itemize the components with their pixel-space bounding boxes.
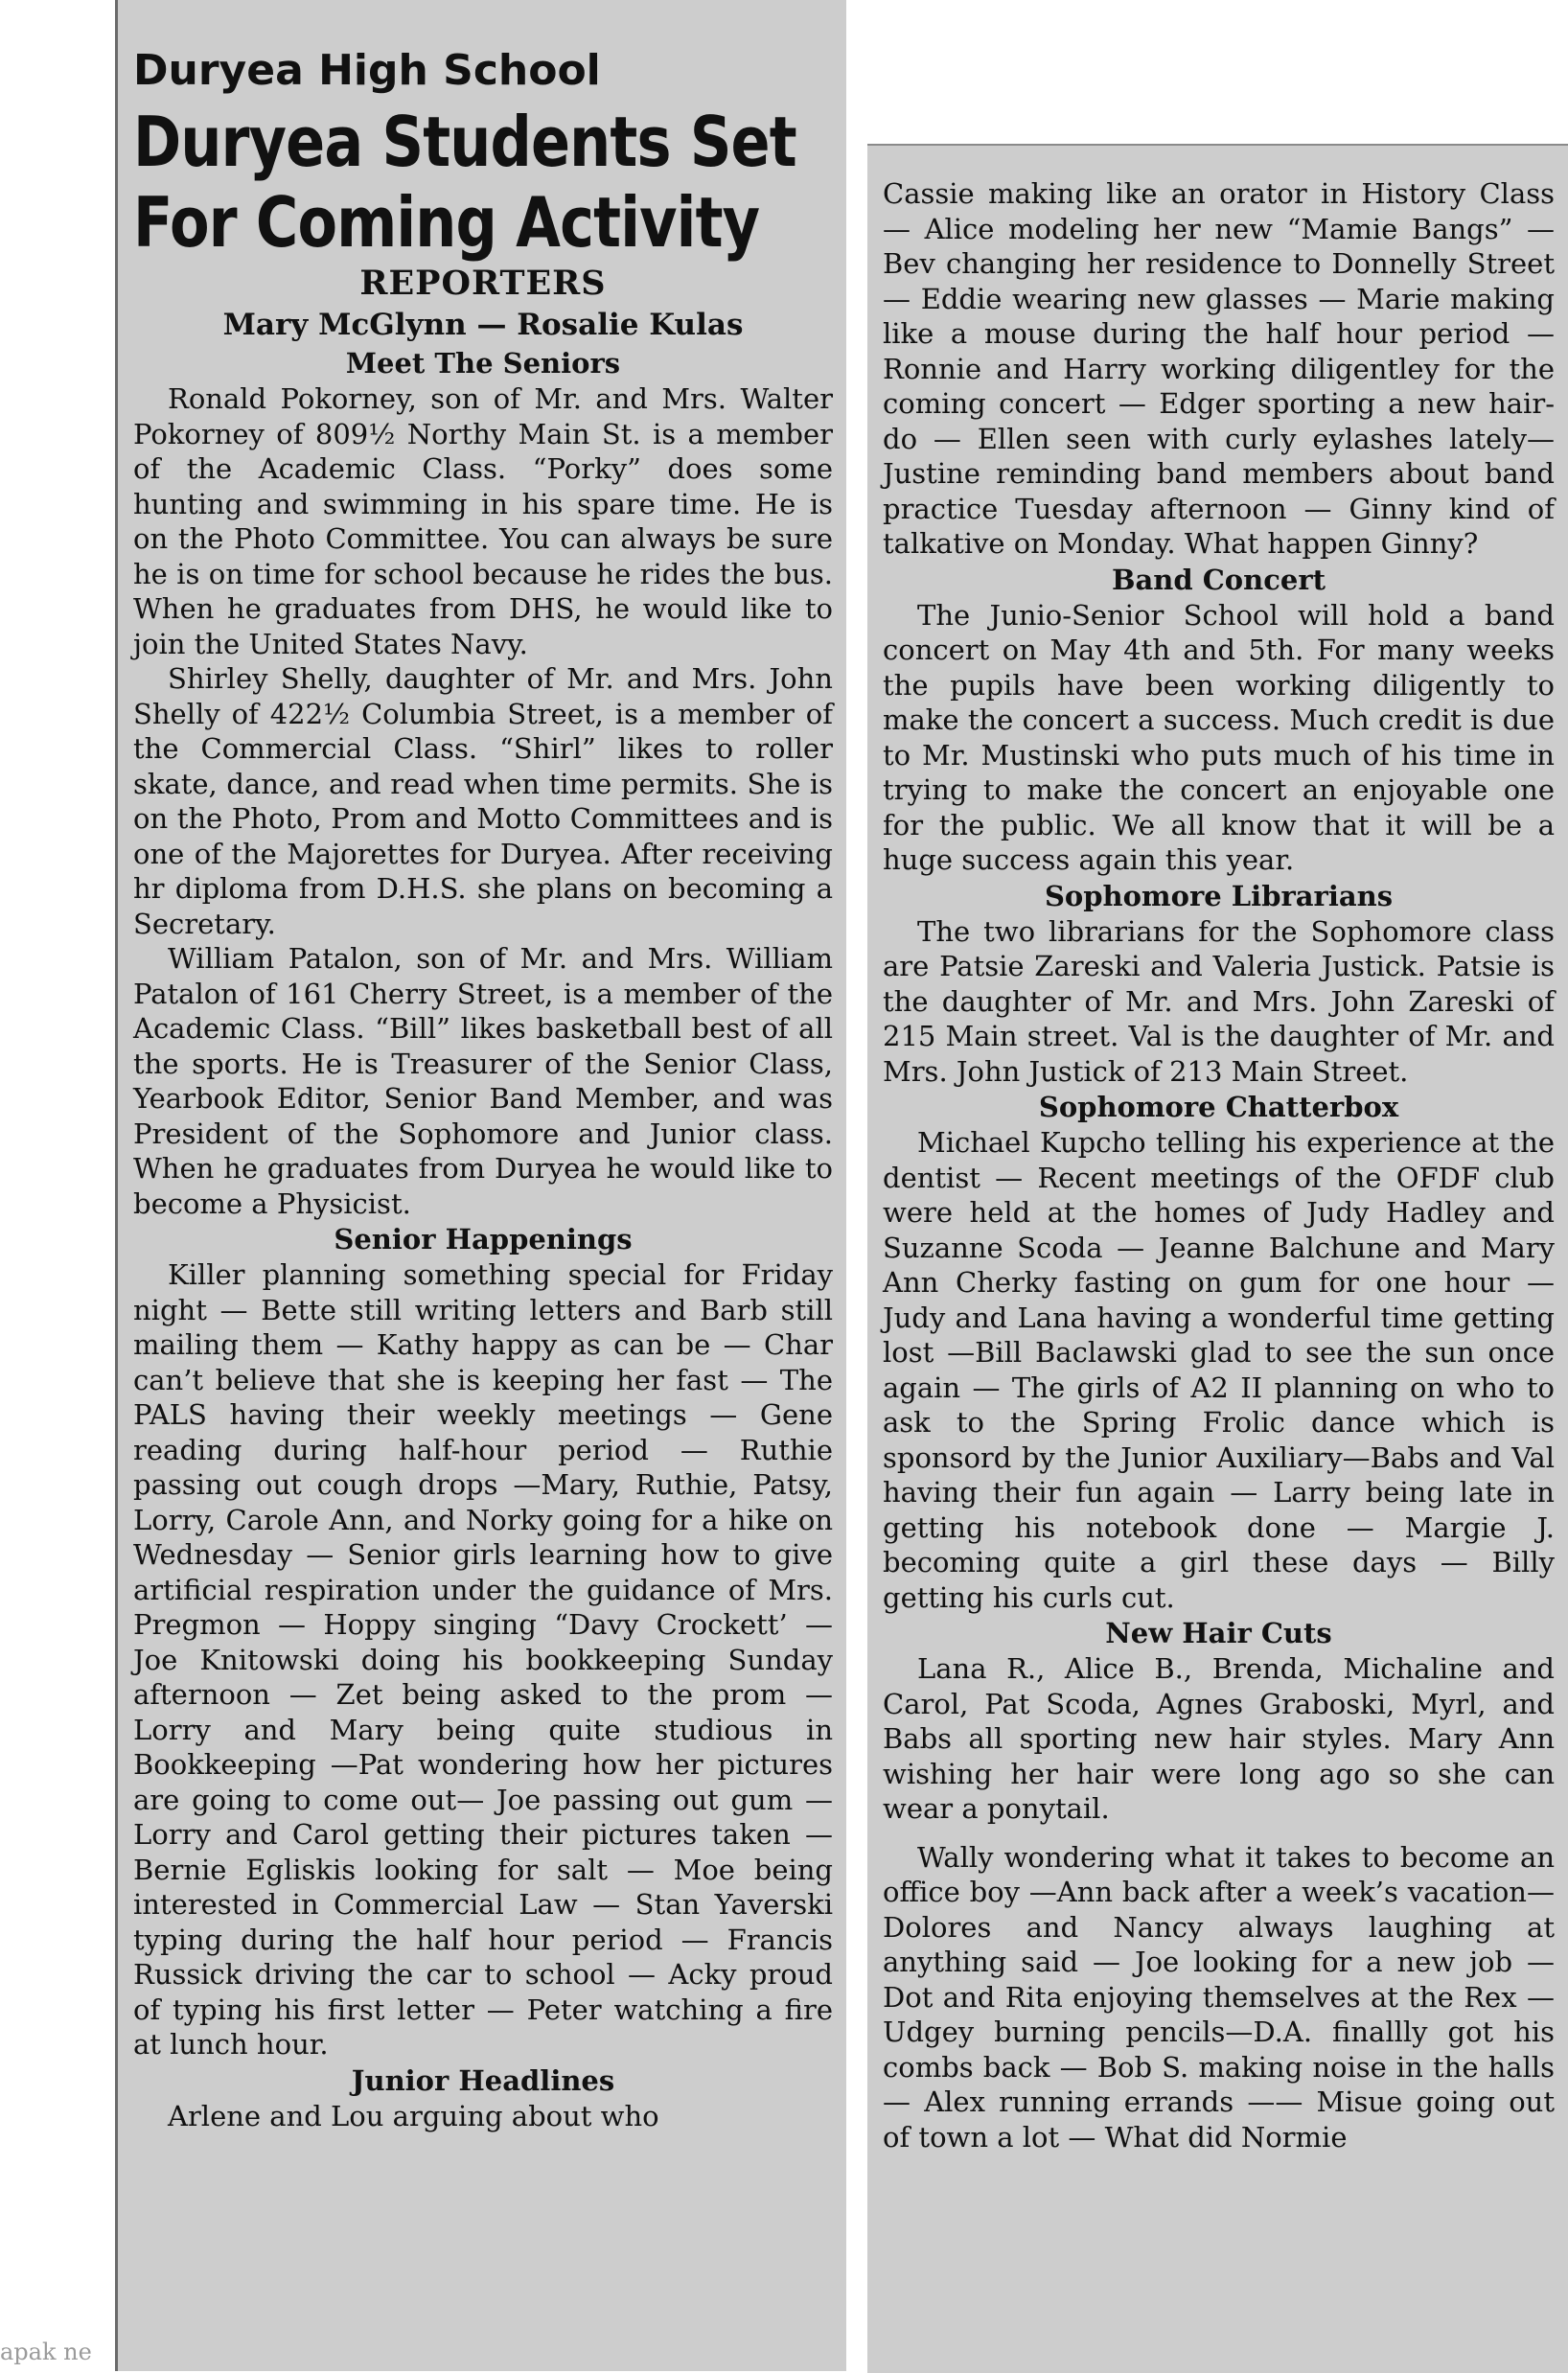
headline-line-1: Duryea Students Set <box>133 102 796 182</box>
torn-text-bottom: apak ne <box>0 2338 92 2365</box>
paragraph-junior-headlines: Arlene and Lou arguing about who <box>168 2099 659 2132</box>
column-label: Duryea High School <box>133 46 601 95</box>
paragraph-continued-happenings: Cassie making like an orator in History Class — Alice modeling her new “Mamie Bangs” — Bev changing her residence to Donnelly Street — Eddie wearing new glasses — Marie making like a mouse during the half hour period — Ronnie and Harry working diligentley for the coming concert — Edger sporting a new hair-do — Ellen seen with curly eylashes lately—Justine reminding band members about band practice Tuesday afternoon — Ginny kind of talkative on Monday. What happen Ginny? <box>883 177 1555 560</box>
section-heading-senior-happenings: Senior Happenings <box>334 1223 633 1256</box>
reporters-label: REPORTERS <box>359 264 607 303</box>
paragraph-new-hair-cuts: Lana R., Alice B., Brenda, Michaline and Carol, Pat Scoda, Agnes Graboski, Myrl, and Babs all sporting new hair styles. Mary Ann wishing her hair were long ago so she can wear a ponytail. <box>883 1652 1555 1825</box>
headline-line-2: For Coming Activity <box>133 182 760 263</box>
paragraph-william-patalon: William Patalon, son of Mr. and Mrs. William Patalon of 161 Cherry Street, is a member of the Academic Class. “Bill” likes basketball best of all the sports. He is Treasurer of the Senior Class, Yearbook Editor, Senior Band Member, and was President of the Sophomore and Junior class. When he graduates from Duryea he would like to become a Physicist. <box>133 942 833 1220</box>
section-heading-sophomore-librarians: Sophomore Librarians <box>1044 879 1394 912</box>
left-column-clipping <box>115 0 846 2371</box>
left-column-content <box>133 44 833 2133</box>
paragraph-office-happenings: Wally wondering what it takes to become an office boy —Ann back after a week’s vacation—Dolores and Nancy always laughing at anything said — Joe looking for a new job — Dot and Rita enjoying themselves at the Rex — Udgey burning pencils—D.A. finallly got his combs back — Bob S. making noise in the halls — Alex running errands —— Misue going out of town a lot — What did Normie <box>883 1840 1555 2154</box>
paragraph-band-concert: The Junio-Senior School will hold a band concert on May 4th and 5th. For many weeks the pupils have been working diligently to make the concert a success. Much credit is due to Mr. Mustinski who puts much of his time in trying to make the concert an enjoyable one for the public. We all know that it will be a huge success again this year. <box>883 598 1555 876</box>
right-column-content <box>883 176 1555 2154</box>
section-heading-sophomore-chatterbox: Sophomore Chatterbox <box>1038 1091 1399 1123</box>
paragraph-sophomore-librarians: The two librarians for the Sophomore class are Patsie Zareski and Valeria Justick. Patsie is the daughter of Mr. and Mrs. John Zareski of 215 Main street. Val is the daughter of Mr. and Mrs. John Justick of 213 Main Street. <box>883 914 1555 1088</box>
section-heading-new-hair-cuts: New Hair Cuts <box>1105 1617 1332 1649</box>
section-heading-meet-the-seniors: Meet The Seniors <box>345 347 621 380</box>
paragraph-sophomore-chatterbox: Michael Kupcho telling his experience at the dentist — Recent meetings of the OFDF club were held at the homes of Judy Hadley and Suzanne Scoda — Jeanne Balchune and Mary Ann Cherky fasting on gum for one hour — Judy and Lana having a wonderful time getting lost —Bill Baclawski glad to see the sun once again — The girls of A2 II planning on who to ask to the Spring Frolic dance which is sponsord by the Junior Auxiliary—Babs and Val having their fun again — Larry being late in getting his notebook done — Margie J. becoming quite a girl these days — Billy getting his curls cut. <box>883 1126 1555 1614</box>
section-heading-band-concert: Band Concert <box>1111 563 1326 596</box>
paragraph-shirley-shelly: Shirley Shelly, daughter of Mr. and Mrs. John Shelly of 422½ Columbia Street, is a member of the Commercial Class. “Shirl” likes to roller skate, dance, and read when time permits. She is on the Photo, Prom and Motto Committees and is one of the Majorettes for Duryea. After receiving hr diploma from D.H.S. she plans on becoming a Secretary. <box>133 662 833 940</box>
paragraph-ronald-pokorney: Ronald Pokorney, son of Mr. and Mrs. Walter Pokorney of 809½ Northy Main St. is a member of the Academic Class. “Porky” does some hunting and swimming in his spare time. He is on the Photo Committee. You can always be sure he is on time for school because he rides the bus. When he graduates from DHS, he would like to join the United States Navy. <box>133 382 833 660</box>
section-heading-junior-headlines: Junior Headlines <box>351 2063 615 2097</box>
right-column-clipping <box>867 144 1568 2373</box>
paragraph-senior-happenings: Killer planning something special for Friday night — Bette still writing letters and Barb still mailing them — Kathy happy as can be — Char can’t believe that she is keeping her fast — The PALS having their weekly meetings — Gene reading during half-hour period — Ruthie passing out cough drops —Mary, Ruthie, Patsy, Lorry, Carole Ann, and Norky going for a hike on Wednesday — Senior girls learning how to give artificial respiration under the guidance of Mrs. Pregmon — Hoppy singing “Davy Crockett’ — Joe Knitowski doing his bookkeeping Sunday afternoon — Zet being asked to the prom — Lorry and Mary being quite studious in Bookkeeping —Pat wondering how her pictures are going to come out— Joe passing out gum — Lorry and Carol getting their pictures taken — Bernie Egliskis looking for salt — Moe being interested in Commercial Law — Stan Yaverski typing during the half hour period — Francis Russick driving the car to school — Acky proud of typing his first letter — Peter watching a fire at lunch hour. <box>133 1258 833 2061</box>
reporters-names: Mary McGlynn — Rosalie Kulas <box>222 308 744 342</box>
